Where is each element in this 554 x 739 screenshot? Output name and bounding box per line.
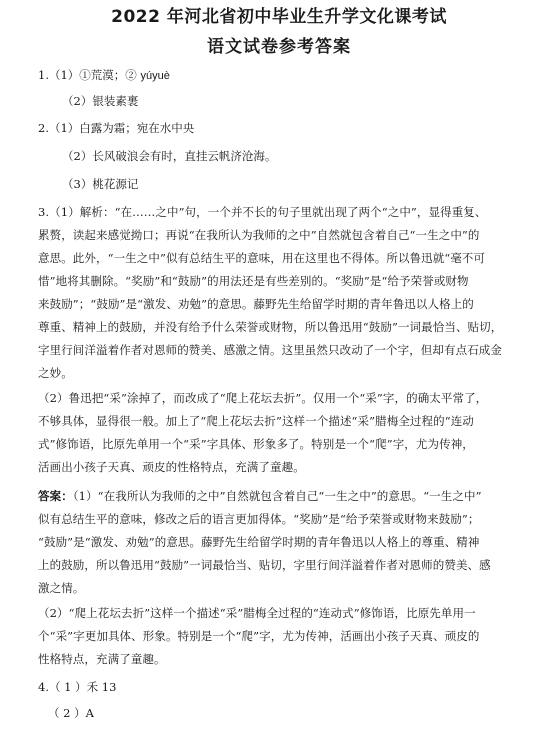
q3-answer1-line: 激之情。: [38, 581, 85, 595]
q3-analysis2-line: 活画出小孩子天真、顽皮的性格特点，充满了童趣。: [38, 460, 305, 474]
q3-answer1-text: （1）“在我所认为我师的之中”自然就包含着自己“一生之中”的意思。“一生之中”: [72, 489, 482, 503]
q3-answer2-line: （2）“爬上花坛去折”这样一个描述“采”腊梅全过程的“连动式”修饰语，比原先单用一: [38, 606, 476, 620]
q3-analysis-line: 来鼓励”；“鼓励”是“激发、劝勉”的意思。藤野先生给留学时期的青年鲁迅以人格上的: [38, 297, 474, 311]
q3-analysis-paragraph: [38, 201, 520, 385]
q3-answer1-line: 似有总结生平的意味，修改之后的语言更加得体。“奖励”是“给予荣誉或财物来鼓励”；: [38, 512, 480, 526]
q3-answer2-line: 个“采”字更加具体、形象。特别是一个“爬”字，尤为传神，活画出小孩子天真、顽皮的: [38, 629, 480, 643]
q1-sub1-text: 1.（1）①荒漠；②: [38, 68, 137, 82]
document-title: 2022 年河北省初中毕业生升学文化课考试: [111, 7, 447, 27]
q3-analysis2-line: （2）鲁迅把“采”涂掉了，而改成了“爬上花坛去折”。仅用一个“采”字，的确太平常了，: [38, 391, 488, 405]
q3-answer2-paragraph: [38, 602, 520, 671]
q1-sub1: [38, 66, 520, 85]
q3-analysis2-line: 式”修饰语，比原先单用一个“采”字具体、形象多了。特别是一个“爬”字，尤为传神，: [38, 437, 474, 451]
q2-sub2: （2）长风破浪会有时，直挂云帆济沧海。: [62, 149, 277, 163]
q3-answer2-line: 性格特点，充满了童趣。: [38, 652, 166, 666]
q4-sub1: 4.（ 1 ）禾 13: [38, 680, 117, 694]
q3-analysis-line: 3.（1）解析：“在……之中”句，一个并不长的句子里就出现了两个“之中”，显得重复、: [38, 205, 487, 219]
q3-answer1-paragraph: [38, 485, 520, 600]
q3-analysis-line: 字里行间洋溢着作者对恩师的赞美、感激之情。这里虽然只改动了一个字，但却有点石成金: [38, 343, 502, 357]
answer-label: 答案：: [38, 489, 73, 503]
q1-sub2: （2）银装素裹: [62, 94, 139, 108]
q4-sub2: （ 2 ）A: [48, 706, 94, 720]
q1-pinyin: yúyuè: [140, 70, 170, 82]
q3-analysis-line: 累赘，读起来感觉拗口；再说“在我所认为我师的之中”自然就包含着自己“一生之中”的: [38, 228, 480, 242]
q2-sub3: （3）桃花源记: [62, 177, 139, 191]
q2-sub1: 2.（1）白露为霜；宛在水中央: [38, 121, 195, 135]
q3-analysis-line: 之妙。: [38, 366, 73, 380]
q3-analysis-line: 尊重、精神上的鼓励，并没有给予什么荣誉或财物，所以鲁迅用“鼓励”一词最恰当、贴切，: [38, 320, 503, 334]
document-subtitle: 语文试卷参考答案: [207, 37, 351, 57]
q3-answer1-line: 上的鼓励，所以鲁迅用“鼓励”一词最恰当、贴切，字里行间洋溢着作者对恩师的赞美、感: [38, 558, 491, 572]
q3-answer1-line: [38, 485, 520, 508]
q3-analysis2-line: 不够具体，显得很一般。加上了“爬上花坛去折”这样一个描述“采”腊梅全过程的“连动: [38, 414, 474, 428]
q3-answer1-line: “鼓励”是“激发、劝勉”的意思。藤野先生给留学时期的青年鲁迅以人格上的尊重、精神: [38, 535, 480, 549]
q3-analysis2-paragraph: [38, 387, 520, 479]
q3-analysis-line: 惜”地将其删除。“奖励”和“鼓励”的用法还是有些差别的。“奖励”是“给予荣誉或财物: [38, 274, 469, 288]
q3-analysis-line: 意思。此外，“一生之中”似有总结生平的意味，用在这里也不得体。所以鲁迅就“毫不可: [38, 251, 486, 265]
